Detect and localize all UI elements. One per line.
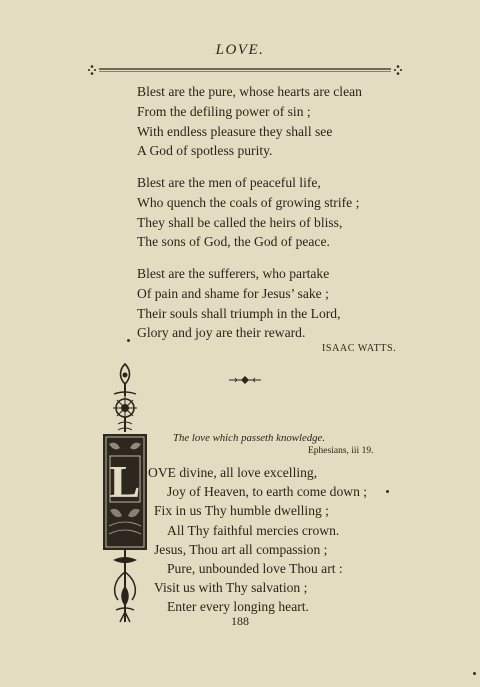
section-divider-ornament — [228, 374, 262, 386]
author-attribution: ISAAC WATTS. — [322, 343, 397, 354]
running-head: LOVE. — [215, 42, 265, 58]
poem-line: From the defiling power of sin ; — [137, 103, 311, 119]
decorated-initial-ornament — [100, 360, 150, 628]
stanza-3 — [137, 264, 341, 343]
poem-line: Blest are the sufferers, who partake — [137, 266, 330, 281]
scripture-reference: Ephesians, iii 19. — [308, 446, 374, 456]
hymn-text — [148, 463, 367, 617]
hymn-line: Jesus, Thou art all compassion ; — [154, 541, 328, 557]
poem-line: The sons of God, the God of peace. — [137, 234, 330, 250]
poem-line: With endless pleasure they shall see — [137, 123, 333, 139]
hymn-line: Joy of Heaven, to earth come down ; — [167, 484, 368, 500]
initial-letter: L — [109, 456, 141, 507]
poem-line: Of pain and shame for Jesus’ sake ; — [137, 285, 329, 301]
hymn-line: Fix in us Thy humble dwelling ; — [154, 503, 329, 519]
poem-line: Glory and joy are their reward. — [137, 325, 306, 341]
poem-line: Blest are the men of peaceful life, — [137, 175, 321, 190]
hymn-line: OVE divine, all love excelling, — [148, 465, 318, 480]
poem-line: They shall be called the heirs of bliss, — [137, 214, 343, 230]
hymn-line: Visit us with Thy salvation ; — [154, 580, 308, 596]
stanza-2 — [137, 173, 359, 252]
print-speck — [386, 490, 389, 493]
stanza-1 — [137, 82, 362, 161]
epigraph: The love which passeth knowledge. — [173, 432, 326, 444]
print-speck — [473, 672, 476, 675]
poem-line: Blest are the pure, whose hearts are clean — [137, 84, 362, 99]
poem-line: Who quench the coals of growing strife ; — [137, 194, 360, 210]
poem-line: A God of spotless purity. — [137, 143, 273, 159]
poem-line: Their souls shall triumph in the Lord, — [137, 305, 341, 321]
hymn-line: All Thy faithful mercies crown. — [167, 522, 340, 538]
page-number: 188 — [231, 614, 249, 628]
header-rule — [88, 63, 402, 77]
hymn-line: Pure, unbounded love Thou art : — [167, 561, 343, 577]
hymn-line: Enter every longing heart. — [167, 599, 309, 615]
print-speck — [127, 339, 130, 342]
